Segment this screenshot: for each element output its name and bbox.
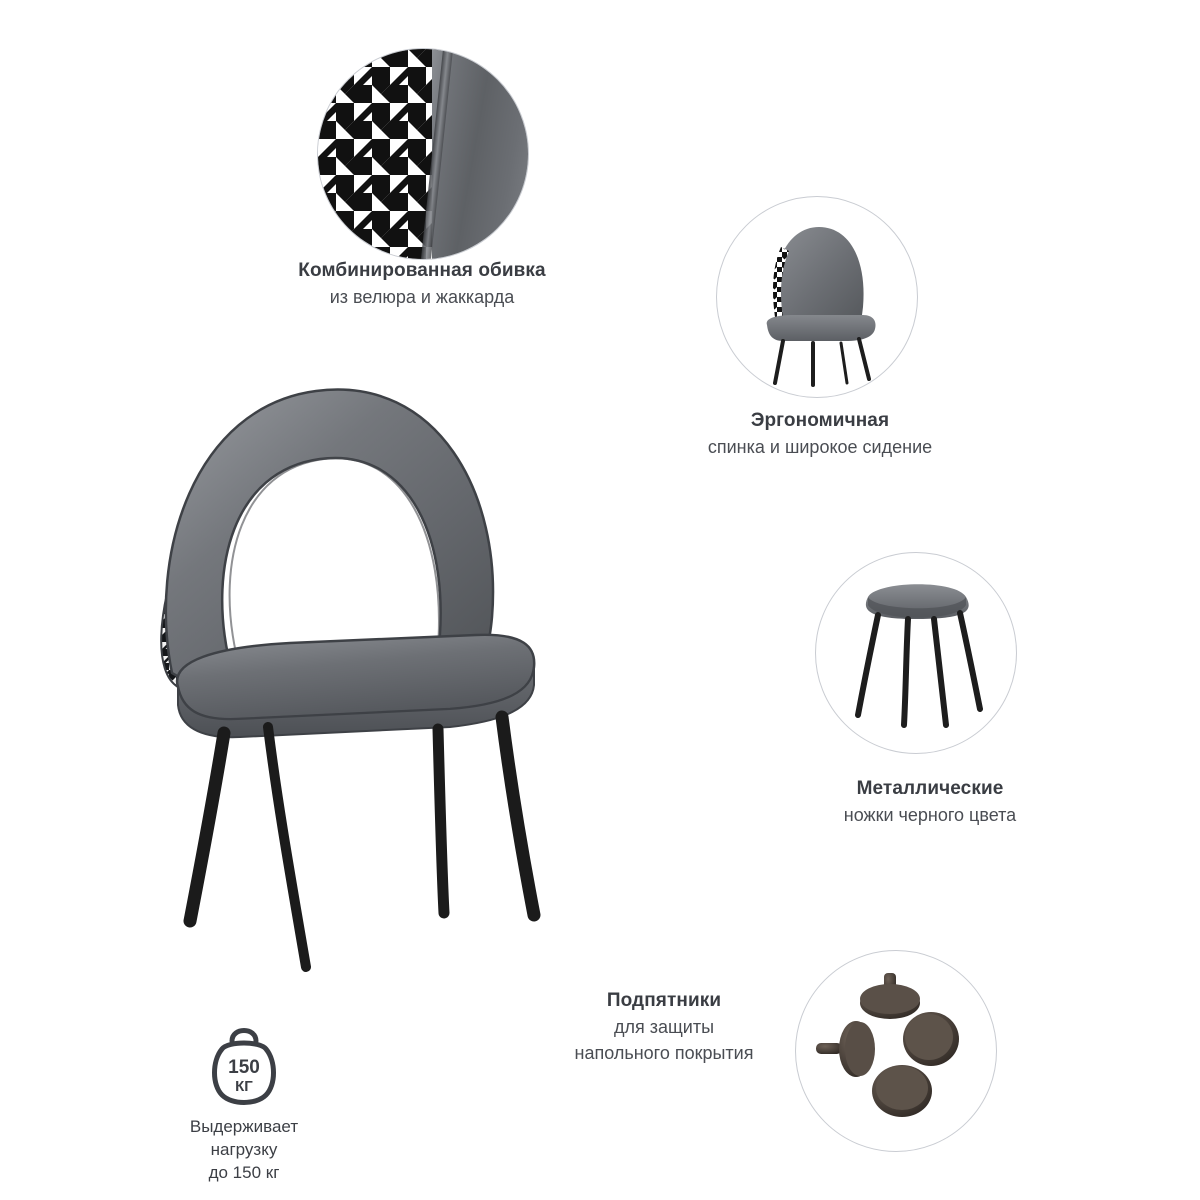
chair-illustration — [120, 355, 640, 1055]
feature-fabric-caption — [222, 258, 622, 310]
feature-glides-title: Подпятники — [606, 990, 722, 1011]
metal-legs-icon — [815, 552, 1017, 754]
weight-capacity-block — [104, 1015, 384, 1184]
chair-back-icon — [716, 196, 918, 398]
weight-unit: КГ — [235, 1078, 253, 1095]
feature-glides-subtitle-1: для защиты — [613, 1017, 715, 1037]
feature-ergonomic-caption — [620, 408, 1020, 460]
feature-legs-subtitle: ножки черного цвета — [843, 805, 1017, 825]
weight-caption-line1: Выдерживает — [189, 1117, 299, 1136]
weight-value: 150 — [228, 1057, 260, 1078]
weight-caption-line2: нагрузку — [210, 1140, 278, 1159]
feature-legs-caption — [730, 776, 1130, 828]
weight-caption-line3: до 150 кг — [208, 1163, 280, 1182]
feature-fabric-subtitle: из велюра и жаккарда — [329, 287, 515, 307]
feature-legs-title: Металлические — [856, 778, 1004, 799]
feature-fabric-title: Комбинированная обивка — [298, 260, 546, 281]
feature-ergonomic-title: Эргономичная — [750, 410, 890, 431]
floor-glides-icon — [795, 950, 997, 1152]
feature-ergonomic-subtitle: спинка и широкое сидение — [707, 437, 933, 457]
kettlebell-icon — [204, 1015, 284, 1107]
fabric-swatch-icon — [317, 48, 529, 260]
feature-glides-subtitle-2: напольного покрытия — [574, 1043, 754, 1063]
